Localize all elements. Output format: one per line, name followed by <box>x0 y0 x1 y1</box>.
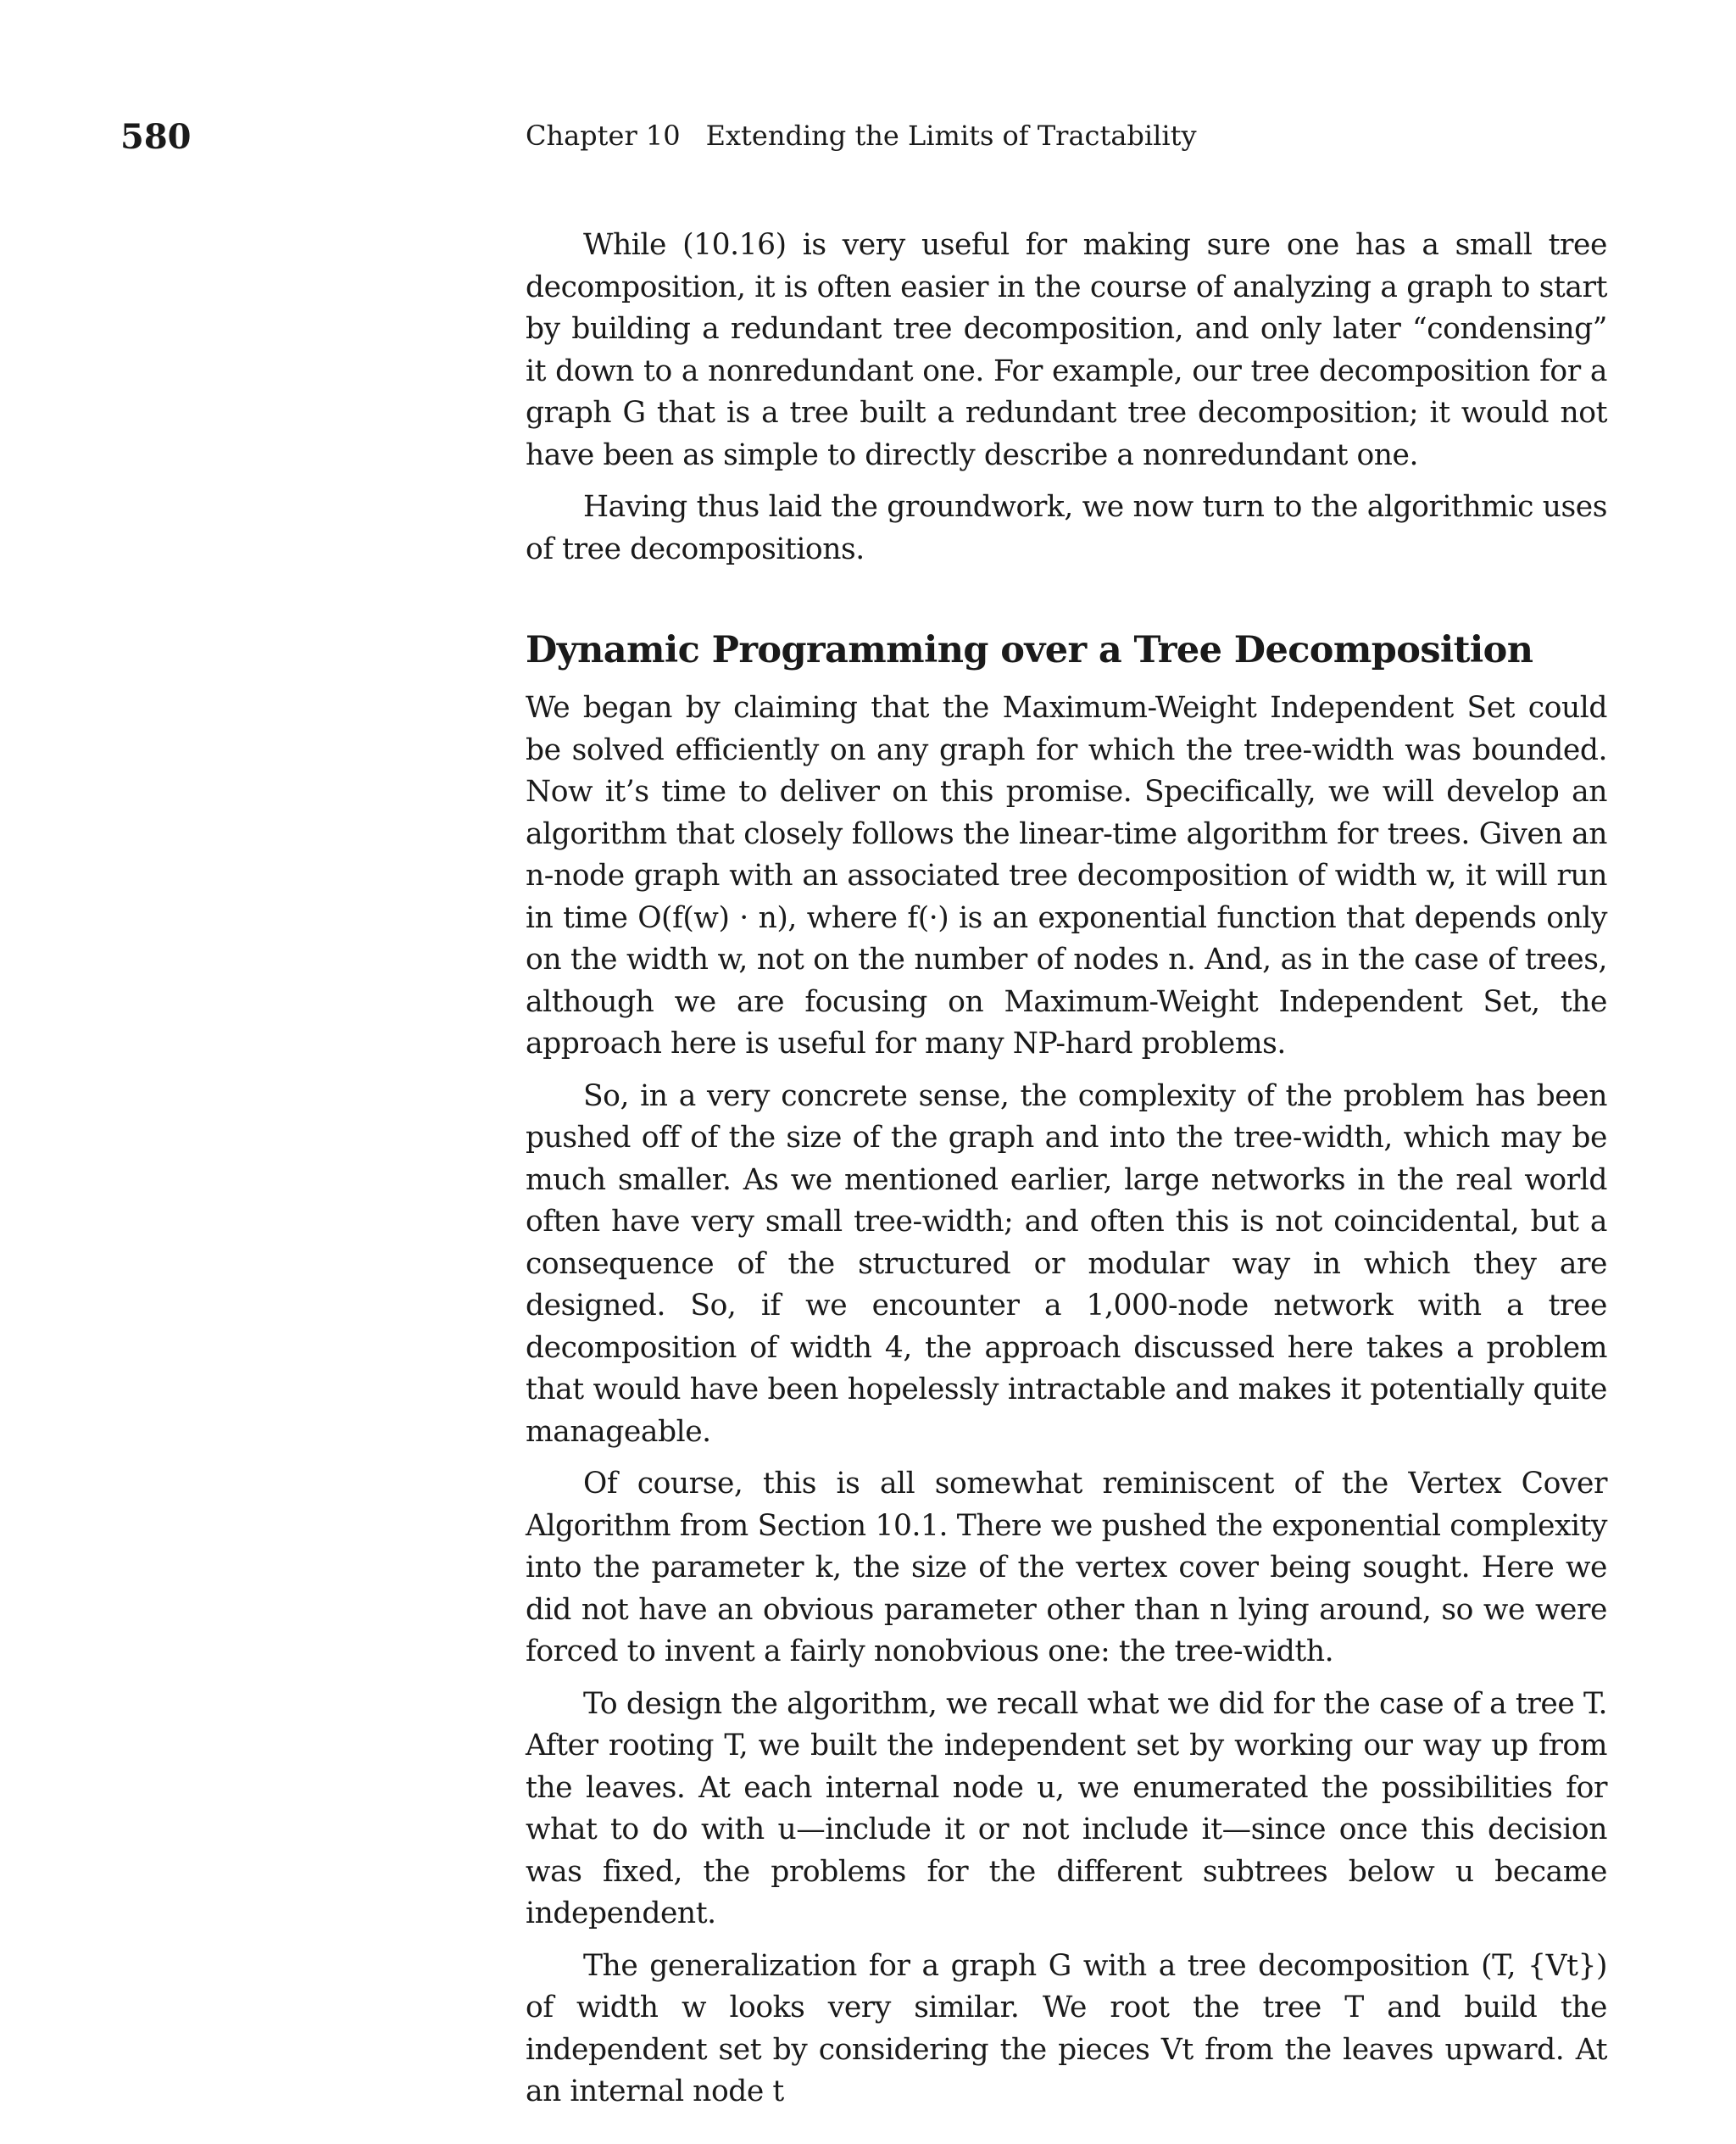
chapter-title: Extending the Limits of Tractability <box>705 120 1197 152</box>
section-body <box>526 688 1607 2124</box>
page-number: 580 <box>120 117 192 157</box>
section-heading: Dynamic Programming over a Tree Decomposition <box>526 629 1533 671</box>
section-paragraph-4: To design the algorithm, we recall what we did for the case of a tree T. After rooting T, we built the independent set by working our way up from the leaves. At each internal node u, we enumerated the possibilities for what to do with u—include it or not include it—since once this decision was fixed, the problems for the different subtrees below u became independent. <box>526 1686 1607 1930</box>
section-paragraph-1: We began by claiming that the Maximum-Weight Independent Set could be solved efficiently on any graph for which the tree-width was bounded. Now it’s time to deliver on this promise. Specifically, we will develop an algorithm that closely follows the linear-time algorithm for trees. Given an n-node graph with an associated tree decomposition of width w, it will run in time O(f(w) · n), where f(·) is an exponential function that depends only on the width w, not on the number of nodes n. And, as in the case of trees, although we are focusing on Maximum-Weight Independent Set, the approach here is useful for many NP-hard problems. <box>526 691 1607 1061</box>
section-paragraph-2: So, in a very concrete sense, the complexity of the problem has been pushed off of the size of the graph and into the tree-width, which may be much smaller. As we mentioned earlier, large networks in the real world often have very small tree-width; and often this is not coincidental, but a consequence of the structured or modular way in which they are designed. So, if we encounter a 1,000-node network with a tree decomposition of width 4, the approach discussed here takes a problem that would have been hopelessly intractable and makes it potentially quite manageable. <box>526 1078 1607 1449</box>
intro-paragraph-2: Having thus laid the groundwork, we now turn to the algorithmic uses of tree decompositions. <box>526 490 1607 566</box>
running-head <box>526 117 1197 154</box>
chapter-label: Chapter 10 <box>526 120 681 152</box>
section-paragraph-5: The generalization for a graph G with a tree decomposition (T, {Vt}) of width w looks very similar. We root the tree T and build the independent set by considering the pieces Vt from the leaves upward. At an internal node t <box>526 1948 1607 2108</box>
intro-block <box>526 225 1607 581</box>
intro-paragraph-1: While (10.16) is very useful for making sure one has a small tree decomposition, it is often easier in the course of analyzing a graph to start by building a redundant tree decomposition, and only later “condensing” it down to a nonredundant one. For example, our tree decomposition for a graph G that is a tree built a redundant tree decomposition; it would not have been as simple to directly describe a nonredundant one. <box>526 228 1607 472</box>
section-paragraph-3: Of course, this is all somewhat reminiscent of the Vertex Cover Algorithm from Section 10.1. There we pushed the exponential complexity into the parameter k, the size of the vertex cover being sought. Here we did not have an obvious parameter other than n lying around, so we were forced to invent a fairly nonobvious one: the tree-width. <box>526 1467 1607 1668</box>
